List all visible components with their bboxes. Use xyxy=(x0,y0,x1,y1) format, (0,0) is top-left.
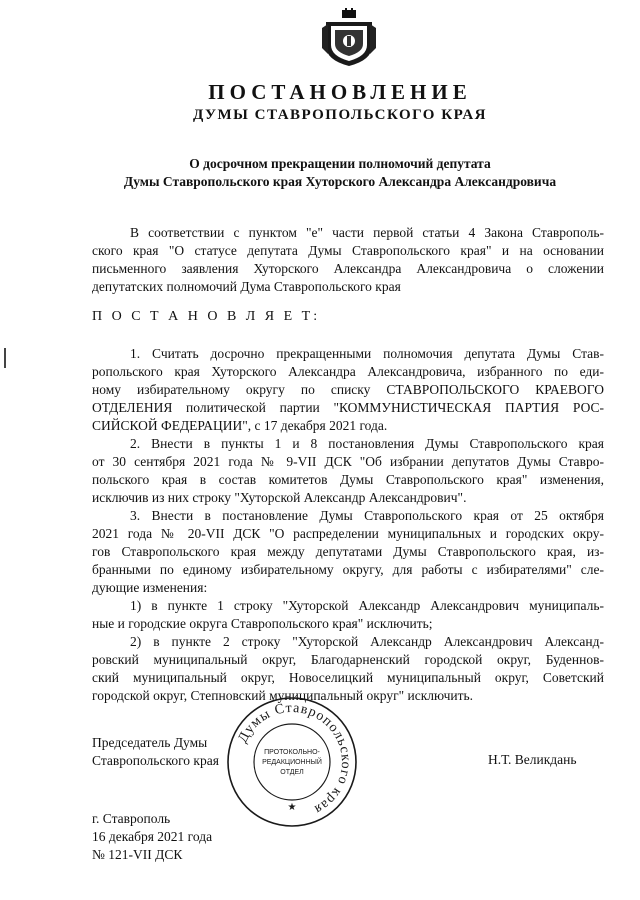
body-line: 2) в пункте 2 строку "Хуторской Александр Александрович Александ- xyxy=(130,634,604,649)
decree-word: П О С Т А Н О В Л Я Е Т: xyxy=(92,309,321,324)
body-line: 2. Внести в пункты 1 и 8 постановления Думы Ставропольского края xyxy=(130,436,604,451)
stamp-center-line: ПРОТОКОЛЬНО- xyxy=(264,749,320,756)
stamp-ring-text: Думы Ставропольского края xyxy=(235,700,354,818)
document-number: № 121-VII ДСК xyxy=(92,847,183,862)
signatory-name: Н.Т. Великдань xyxy=(488,752,577,767)
stamp-star-icon: ★ xyxy=(287,802,297,813)
body-line: дующие изменения: xyxy=(92,580,208,595)
document-subject xyxy=(0,155,640,191)
body-line: от 30 сентября 2021 года № 9-VII ДСК "Об избрании депутатов Думы Ставро- xyxy=(92,454,604,469)
document-title: ПОСТАНОВЛЕНИЕ xyxy=(208,80,472,104)
subject-line: О досрочном прекращении полномочий депутата xyxy=(189,156,491,171)
signatory-position: Ставропольского края xyxy=(92,753,219,768)
body-line: ному избирательному округу по списку СТАВРОПОЛЬСКОГО КРАЕВОГО xyxy=(92,382,604,397)
preamble-line: письменного заявления Хуторского Александра Александровича о сложении xyxy=(92,261,604,276)
body-line: бранными по единому избирательному округу, для работы с избирателями" сле- xyxy=(92,562,604,577)
preamble-line: депутатских полномочий Дума Ставропольского края xyxy=(92,279,401,294)
document-subtitle: ДУМЫ СТАВРОПОЛЬСКОГО КРАЯ xyxy=(192,107,487,123)
body-line: ропольского края Хуторского Александра Александровича, избранного по еди- xyxy=(92,364,604,379)
body-line: ский муниципальный округ, Новоселицкий муниципальный округ, Советский xyxy=(92,670,604,685)
body-line: польского края в состав комитетов Думы Ставропольского края" изменения, xyxy=(92,472,604,487)
body-line: исключив из них строку "Хуторской Александр Александрович". xyxy=(92,490,467,505)
coat-of-arms-icon xyxy=(322,8,376,68)
body-line: ОТДЕЛЕНИЯ политической партии "КОММУНИСТИЧЕСКАЯ ПАРТИЯ РОС- xyxy=(92,400,604,415)
body-line: гов Ставропольского края между депутатами Думы Ставропольского края, из- xyxy=(92,544,604,559)
body-line: городской округ, Степновский муниципальный округ" исключить. xyxy=(92,688,474,703)
body-line: 1) в пункте 1 строку "Хуторской Александр Александрович муниципаль- xyxy=(130,598,604,613)
document-city: г. Ставрополь xyxy=(92,811,171,826)
preamble-line: В соответствии с пунктом "е" части первой статьи 4 Закона Ставрополь- xyxy=(130,225,604,240)
body-line: ные и городские округа Ставропольского края" исключить; xyxy=(92,616,433,631)
signatory-position: Председатель Думы xyxy=(92,735,208,750)
document-date: 16 декабря 2021 года xyxy=(92,829,213,844)
body-line: СИЙСКОЙ ФЕДЕРАЦИИ", с 17 декабря 2021 года. xyxy=(92,418,388,433)
body-line: 3. Внести в постановление Думы Ставропольского края от 25 октября xyxy=(130,508,604,523)
body-line: 1. Считать досрочно прекращенными полномочия депутата Думы Став- xyxy=(130,346,604,361)
body-line: 2021 года № 20-VII ДСК "О распределении муниципальных и городских окру- xyxy=(92,526,604,541)
stamp-center-line: ОТДЕЛ xyxy=(280,769,304,776)
stamp-center-line: РЕДАКЦИОННЫЙ xyxy=(262,759,322,766)
subject-line: Думы Ставропольского края Хуторского Александра Александровича xyxy=(123,174,557,189)
margin-mark xyxy=(4,348,6,368)
round-stamp xyxy=(222,692,362,832)
body-line: ровский муниципальный округ, Благодарненский городской округ, Буденнов- xyxy=(92,652,604,667)
preamble-line: ского края "О статусе депутата Думы Ставропольского края" и на основании xyxy=(92,243,604,258)
